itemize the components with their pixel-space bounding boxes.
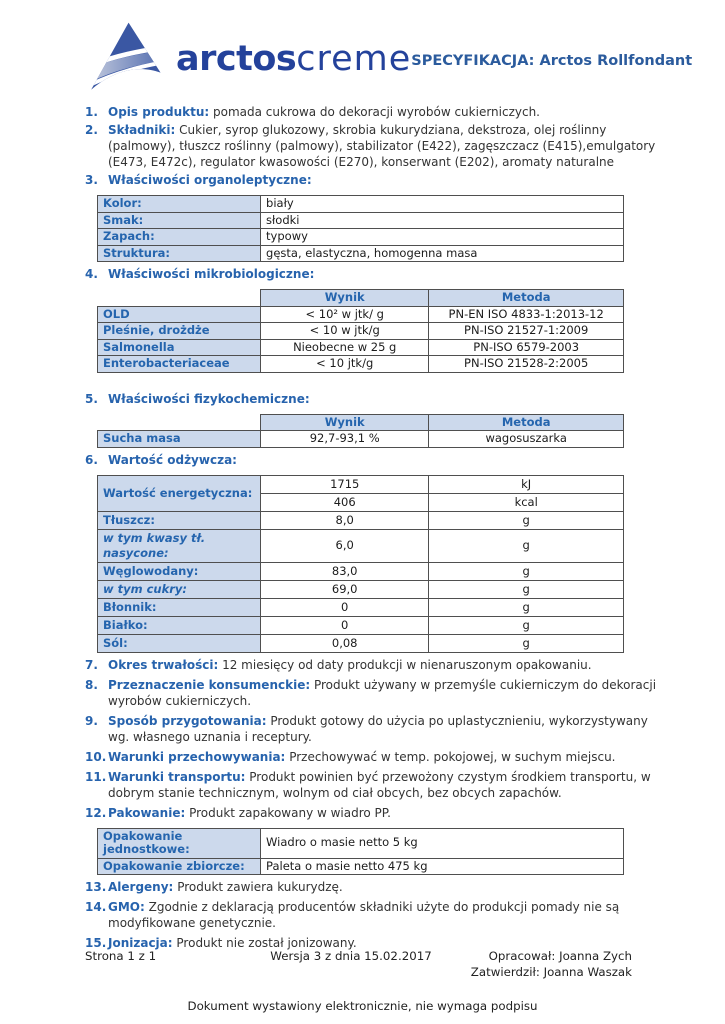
row-method: PN-ISO 21528-2:2005 <box>429 356 624 373</box>
packaging-table <box>97 828 624 876</box>
column-header-wynik: Wynik <box>261 414 429 431</box>
row-unit: g <box>429 511 624 529</box>
table-header-row <box>98 414 624 431</box>
row-unit: kJ <box>429 475 624 493</box>
list-item-fizykochemiczne <box>85 391 663 407</box>
list-item-sposob-przygotowania <box>85 713 663 745</box>
item-text: Produkt gotowy do użycia po uplastycznieniu, wykorzystywany wg. własnego uznania i receptury. <box>108 713 648 744</box>
arctos-triangle-icon <box>88 20 166 94</box>
item-text: pomada cukrowa do dekoracji wyrobów cukierniczych. <box>213 105 540 119</box>
footer <box>85 948 632 980</box>
table-row <box>98 616 624 634</box>
table-row <box>98 475 624 493</box>
item-heading: Okres trwałości: <box>108 657 219 672</box>
logo-wordmark-light: creme <box>296 39 412 79</box>
item-number: 7. <box>85 657 98 672</box>
table-row <box>98 245 624 262</box>
item-text: Przechowywać w temp. pokojowej, w suchym miejscu. <box>289 749 616 764</box>
list-item-pakowanie <box>85 805 663 821</box>
row-value: 1715 <box>261 475 429 493</box>
row-value: biały <box>261 196 624 213</box>
table-row <box>98 562 624 580</box>
row-value: gęsta, elastyczna, homogenna masa <box>261 245 624 262</box>
item-heading: Warunki przechowywania: <box>108 749 286 764</box>
column-header-metoda: Metoda <box>429 414 624 431</box>
item-heading: Jonizacja: <box>108 936 173 950</box>
row-unit: g <box>429 529 624 562</box>
row-label: w tym cukry: <box>98 580 261 598</box>
arctos-logo <box>88 20 411 94</box>
row-method: wagosuszarka <box>429 431 624 448</box>
row-value: 0,08 <box>261 634 429 652</box>
table-row <box>98 634 624 652</box>
row-label: Tłuszcz: <box>98 511 261 529</box>
item-text: Produkt powinien być przewożony czystym środkiem transportu, w dobrym stanie technicznym, wolnym od ciał obcych, bez obcych zapachów. <box>108 769 651 800</box>
nutrition-table <box>97 475 624 653</box>
item-heading: Właściwości fizykochemiczne: <box>108 391 310 406</box>
item-heading: Składniki: <box>108 123 176 137</box>
row-label: Wartość energetyczna: <box>98 475 261 511</box>
row-result: Nieobecne w 25 g <box>261 339 429 356</box>
table-row <box>98 828 624 858</box>
item-text: Produkt używany w przemyśle cukierniczym do dekoracji wyrobów cukierniczych. <box>108 677 657 708</box>
item-text: 12 miesięcy od daty produkcji w nienaruszonym opakowaniu. <box>222 657 592 672</box>
row-value: słodki <box>261 212 624 229</box>
row-unit: g <box>429 616 624 634</box>
logo-wordmark <box>176 40 411 78</box>
row-label: Sól: <box>98 634 261 652</box>
row-value: 406 <box>261 493 429 511</box>
row-label: Opakowanie zbiorcze: <box>98 858 261 875</box>
list-item-gmo <box>85 899 663 931</box>
list-item-opis-produktu <box>85 104 663 120</box>
row-label: Sucha masa <box>98 431 261 448</box>
row-label: Struktura: <box>98 245 261 262</box>
row-method: PN-ISO 21527-1:2009 <box>429 323 624 340</box>
table-row <box>98 323 624 340</box>
row-result: < 10 jtk/g <box>261 356 429 373</box>
table-row <box>98 229 624 246</box>
table-row <box>98 858 624 875</box>
column-header-wynik: Wynik <box>261 290 429 307</box>
row-unit: g <box>429 562 624 580</box>
table-row <box>98 598 624 616</box>
table-row <box>98 511 624 529</box>
item-number: 8. <box>85 677 98 692</box>
list-item-alergeny <box>85 879 663 895</box>
row-value: 0 <box>261 616 429 634</box>
table-row <box>98 529 624 562</box>
physicochemical-table <box>97 414 624 448</box>
list-item-warunki-transportu <box>85 769 663 801</box>
item-heading: Wartość odżywcza: <box>108 452 237 467</box>
item-number: 11. <box>85 769 107 784</box>
row-unit: g <box>429 580 624 598</box>
row-label: Salmonella <box>98 339 261 356</box>
table-row <box>98 356 624 373</box>
item-heading: Pakowanie: <box>108 805 186 820</box>
prepared-by: Opracował: Joanna Zych <box>488 949 632 963</box>
item-number: 10. <box>85 749 107 764</box>
item-text: Cukier, syrop glukozowy, skrobia kukurydziana, dekstroza, olej roślinny (palmowy), tłuszcz roślinny (palmowy), stabilizator (E422), zagęszczacz (E415),emulgatory (E473, E472c), regulator kwasowości (E270), konserwant (E202), aromaty naturalne <box>108 123 656 169</box>
row-value: 0 <box>261 598 429 616</box>
list-item-okres-trwalosci <box>85 657 663 673</box>
row-label: OLD <box>98 306 261 323</box>
table-row <box>98 580 624 598</box>
signatures <box>447 948 632 980</box>
row-value: Wiadro o masie netto 5 kg <box>261 828 624 858</box>
row-unit: g <box>429 598 624 616</box>
item-number: 4. <box>85 267 98 281</box>
item-heading: GMO: <box>108 900 145 914</box>
row-unit: g <box>429 634 624 652</box>
row-label: w tym kwasy tł. nasycone: <box>98 529 261 562</box>
row-result: 92,7-93,1 % <box>261 431 429 448</box>
row-label: Pleśnie, drożdże <box>98 323 261 340</box>
item-number: 5. <box>85 391 98 406</box>
approved-by: Zatwierdził: Joanna Waszak <box>470 965 632 979</box>
empty-cell <box>98 414 261 431</box>
table-row <box>98 212 624 229</box>
row-label: Zapach: <box>98 229 261 246</box>
item-number: 6. <box>85 452 98 467</box>
table-header-row <box>98 290 624 307</box>
item-text: Produkt nie został jonizowany. <box>176 936 357 950</box>
row-label: Enterobacteriaceae <box>98 356 261 373</box>
row-value: Paleta o masie netto 475 kg <box>261 858 624 875</box>
row-label: Opakowanie jednostkowe: <box>98 828 261 858</box>
row-label: Węglowodany: <box>98 562 261 580</box>
item-heading: Warunki transportu: <box>108 769 246 784</box>
content <box>0 94 725 951</box>
item-heading: Sposób przygotowania: <box>108 713 267 728</box>
list-item-warunki-przechowywania <box>85 749 663 765</box>
table-row <box>98 339 624 356</box>
list-item-przeznaczenie <box>85 677 663 709</box>
spec-title: SPECYFIKACJA: Arctos Rollfondant <box>411 53 693 69</box>
item-heading: Alergeny: <box>108 880 174 894</box>
row-method: PN-EN ISO 4833-1:2013-12 <box>429 306 624 323</box>
row-result: < 10² w jtk/ g <box>261 306 429 323</box>
item-text: Produkt zapakowany w wiadro PP. <box>189 805 391 820</box>
electronic-document-note: Dokument wystawiony elektronicznie, nie wymaga podpisu <box>187 999 538 1013</box>
row-result: < 10 w jtk/g <box>261 323 429 340</box>
table-row <box>98 196 624 213</box>
item-number: 13. <box>85 880 107 894</box>
item-number: 9. <box>85 713 98 728</box>
row-value: 69,0 <box>261 580 429 598</box>
item-text: Zgodnie z deklaracją producentów składniki użyte do produkcji pomady nie są modyfikowane genetycznie. <box>108 900 620 930</box>
row-value: 6,0 <box>261 529 429 562</box>
table-row <box>98 306 624 323</box>
item-heading: Właściwości mikrobiologiczne: <box>108 267 315 281</box>
item-number: 15. <box>85 936 107 950</box>
logo-wordmark-bold: arctos <box>176 39 297 79</box>
row-label: Kolor: <box>98 196 261 213</box>
row-value: 83,0 <box>261 562 429 580</box>
item-heading: Opis produktu: <box>108 105 210 119</box>
row-unit: kcal <box>429 493 624 511</box>
table-row <box>98 431 624 448</box>
item-number: 3. <box>85 173 98 187</box>
item-number: 14. <box>85 900 107 914</box>
item-number: 1. <box>85 105 98 119</box>
row-value: typowy <box>261 229 624 246</box>
column-header-metoda: Metoda <box>429 290 624 307</box>
item-heading: Przeznaczenie konsumenckie: <box>108 677 311 692</box>
version-info: Wersja 3 z dnia 15.02.2017 <box>270 949 432 963</box>
item-text: Produkt zawiera kukurydzę. <box>177 880 343 894</box>
item-number: 12. <box>85 805 107 820</box>
list-item-organoleptyczne <box>85 172 663 188</box>
empty-cell <box>98 290 261 307</box>
row-label: Błonnik: <box>98 598 261 616</box>
list-item-mikrobiologiczne <box>85 266 663 282</box>
row-value: 8,0 <box>261 511 429 529</box>
header <box>0 0 725 94</box>
list-item-wartosc-odzywcza <box>85 452 663 468</box>
row-label: Smak: <box>98 212 261 229</box>
item-number: 2. <box>85 123 98 137</box>
row-label: Białko: <box>98 616 261 634</box>
microbiology-table <box>97 289 624 373</box>
item-heading: Właściwości organoleptyczne: <box>108 173 312 187</box>
list-item-skladniki <box>85 122 663 170</box>
row-method: PN-ISO 6579-2003 <box>429 339 624 356</box>
organoleptic-table <box>97 195 624 262</box>
page-number: Strona 1 z 1 <box>85 949 157 963</box>
